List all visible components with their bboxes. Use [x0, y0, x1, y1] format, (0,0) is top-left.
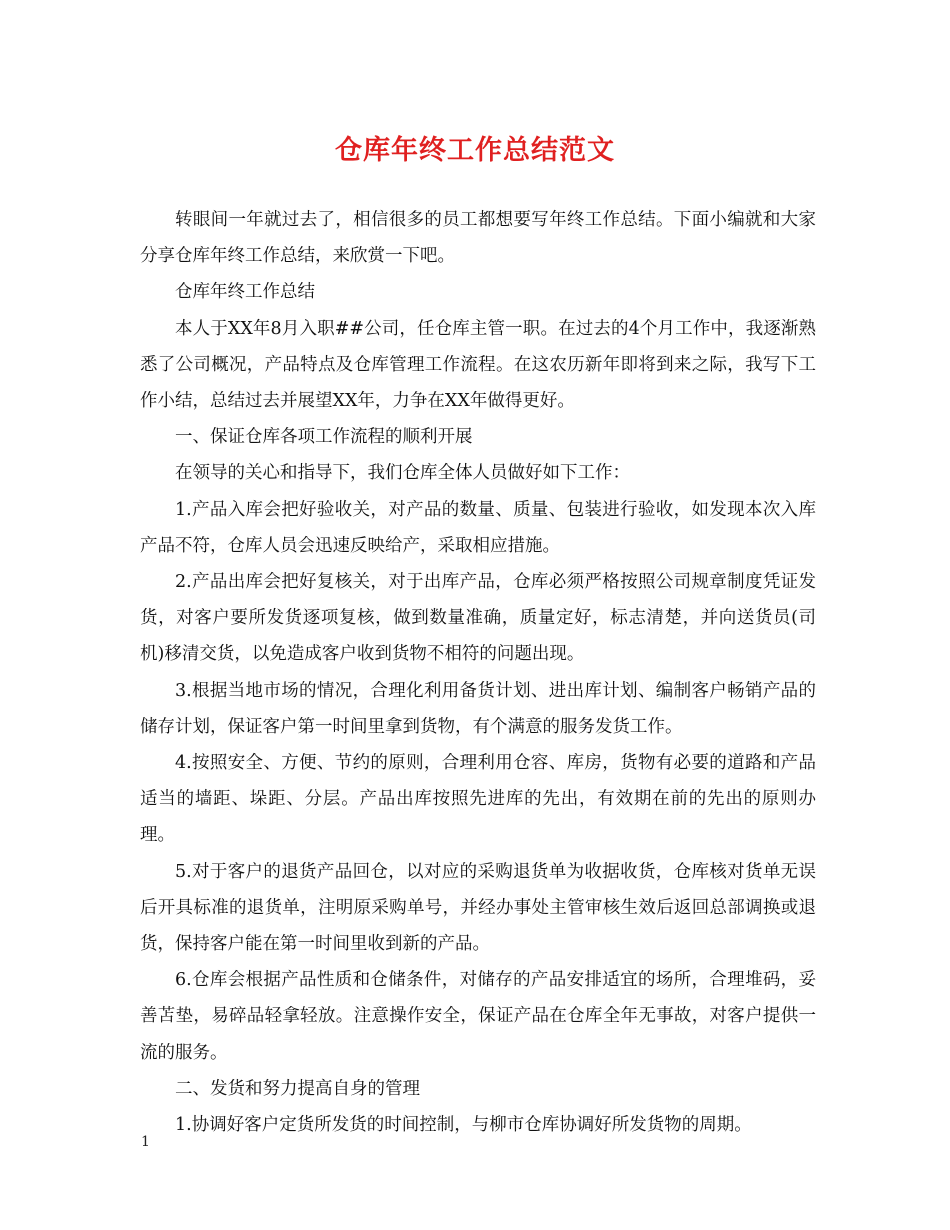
paragraph-self-intro: 本人于XX年8月入职##公司，任仓库主管一职。在过去的4个月工作中，我逐渐熟悉了公司概况，产品特点及仓库管理工作流程。在这农历新年即将到来之际，我写下工作小结，总结过去并展望XX年，力争在XX年做得更好。 [140, 318, 816, 412]
paragraph-subtitle: 仓库年终工作总结 [175, 282, 315, 303]
section-heading-2: 二、发货和努力提高自身的管理 [175, 1078, 420, 1099]
section-heading-1: 一、保证仓库各项工作流程的顺利开展 [175, 427, 473, 448]
list-item-6: 6.仓库会根据产品性质和仓储条件，对储存的产品安排适宜的场所，合理堆码，妥善苫垫，易碎品轻拿轻放。注意操作安全，保证产品在仓库全年无事故，对客户提供一流的服务。 [140, 970, 816, 1063]
paragraph-intro: 转眼间一年就过去了，相信很多的员工都想要写年终工作总结。下面小编就和大家分享仓库年终工作总结，来欣赏一下吧。 [140, 210, 816, 267]
section-2-item-1: 1.协调好客户定货所发货的时间控制，与柳市仓库协调好所发货物的周期。 [175, 1115, 752, 1136]
list-item-3: 3.根据当地市场的情况，合理化利用备货计划、进出库计划、编制客户畅销产品的储存计划，保证客户第一时间里拿到货物，有个满意的服务发货工作。 [140, 680, 816, 737]
document-body [140, 202, 816, 1143]
list-item-2: 2.产品出库会把好复核关，对于出库产品，仓库必须严格按照公司规章制度凭证发货，对客户要所发货逐项复核，做到数量准确，质量定好，标志清楚，并向送货员(司机)移清交货，以免造成客户收到货物不相符的问题出现。 [140, 572, 816, 665]
paragraph-lead: 在领导的关心和指导下，我们仓库全体人员做好如下工作： [175, 463, 630, 484]
document-title: 仓库年终工作总结范文 [335, 135, 615, 166]
page-number: 1 [141, 1134, 150, 1150]
list-item-4: 4.按照安全、方便、节约的原则，合理利用仓容、库房，货物有必要的道路和产品适当的墙距、垛距、分层。产品出库按照先进库的先出，有效期在前的先出的原则办理。 [140, 753, 816, 846]
list-item-1: 1.产品入库会把好验收关，对产品的数量、质量、包装进行验收，如发现本次入库产品不符，仓库人员会迅速反映给产，采取相应措施。 [140, 499, 816, 556]
list-item-5: 5.对于客户的退货产品回仓，以对应的采购退货单为收据收货，仓库核对货单无误后开具标准的退货单，注明原采购单号，并经办事处主管审核生效后返回总部调换或退货，保持客户能在第一时间里收到新的产品。 [140, 861, 816, 955]
